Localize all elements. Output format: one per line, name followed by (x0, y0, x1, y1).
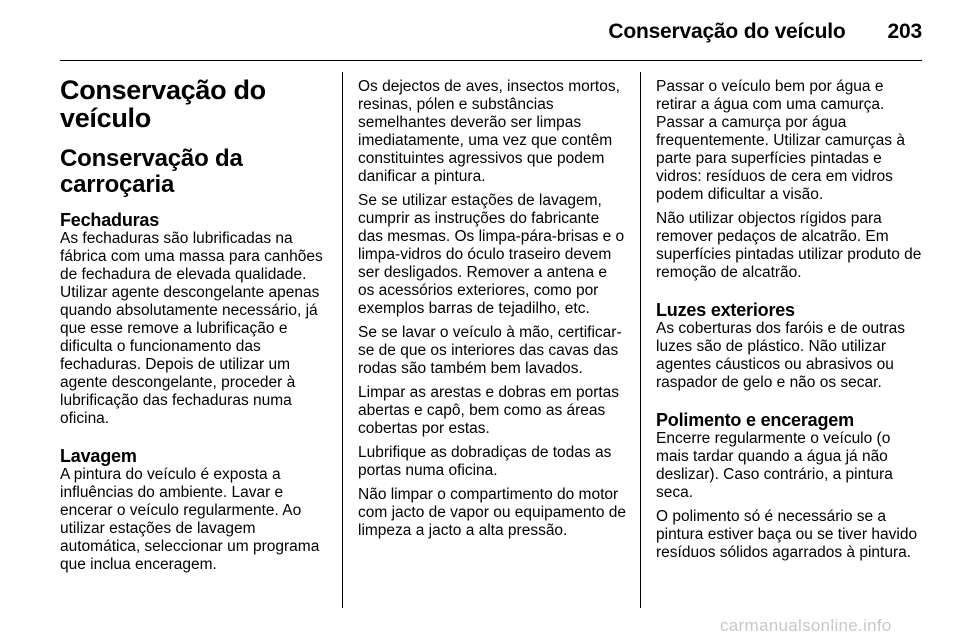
paragraph-lavagem: A pintura do veículo é exposta a influências do ambiente. Lavar e encerar o veículo regularmente. Ao utilizar estações de lavagem automática, seleccionar um programa que inclua enceragem. (60, 466, 320, 573)
chapter-title: Conservação do veículo (60, 75, 266, 133)
column-2 (358, 78, 626, 546)
watermark: carmanualsonline.info (720, 616, 892, 635)
paragraph: Se se utilizar estações de lavagem, cumprir as instruções do fabricante das mesmas. Os limpa-pára-brisas e o limpa-vidros do óculo traseiro devem ser desligados. Remover a antena e os acessórios exteriores, como por exemplos barras de tejadilho, etc. (358, 192, 625, 317)
subsection-title-polimento: Polimento e enceragem (656, 410, 854, 430)
paragraph: Passar o veículo bem por água e retirar a água com uma camurça. Passar a camurça por água frequentemente. Utilizar camurças à parte para superfícies pintadas e vidros: resíduos de cera em vidros podem dificultar a visão. (656, 78, 905, 203)
paragraph: Encerre regularmente o veículo (o mais tardar quando a água já não deslizar). Caso contrário, a pintura seca. (656, 430, 893, 501)
paragraph: Lubrifique as dobradiças de todas as portas numa oficina. (358, 444, 612, 479)
column-1 (60, 72, 328, 580)
subsection-title-luzes: Luzes exteriores (656, 300, 795, 320)
column-divider-1 (342, 72, 343, 608)
paragraph: Se se lavar o veículo à mão, certificar-se de que os interiores das cavas das rodas são também bem lavados. (358, 324, 622, 377)
subsection-title-lavagem: Lavagem (60, 446, 137, 466)
column-divider-2 (640, 72, 641, 608)
column-3 (656, 78, 924, 568)
paragraph: Não utilizar objectos rígidos para remover pedaços de alcatrão. Em superfícies pintadas utilizar produto de remoção de alcatrão. (656, 210, 922, 281)
running-header (60, 14, 922, 50)
page-number: 203 (887, 20, 922, 43)
section-title: Conservação da carroçaria (60, 145, 243, 198)
header-title: Conservação do veículo (608, 20, 846, 43)
paragraph: Limpar as arestas e dobras em portas abertas e capô, bem como as áreas cobertas por estas. (358, 384, 620, 437)
header-rule (60, 60, 922, 61)
paragraph: O polimento só é necessário se a pintura estiver baça ou se tiver havido resíduos sólidos agarrados à pintura. (656, 508, 918, 561)
paragraph: Não limpar o compartimento do motor com jacto de vapor ou equipamento de limpeza a jacto a alta pressão. (358, 486, 626, 539)
subsection-title-fechaduras: Fechaduras (60, 210, 160, 230)
paragraph: Os dejectos de aves, insectos mortos, resinas, pólen e substâncias semelhantes deverão ser limpas imediatamente, uma vez que contêm constituintes agressivos que podem danificar a pintura. (358, 78, 620, 185)
paragraph-luzes: As coberturas dos faróis e de outras luzes são de plástico. Não utilizar agentes cáusticos ou abrasivos ou raspador de gelo e não os secar. (656, 320, 905, 391)
paragraph-fechaduras: As fechaduras são lubrificadas na fábrica com uma massa para canhões de fechadura de elevada qualidade. Utilizar agente descongelante apenas quando absolutamente necessário, já que esse remove a lubrificação e dificulta o funcionamento das fechaduras. Depois de utilizar um agente descongelante, proceder à lubrificação das fechaduras numa oficina. (60, 230, 323, 427)
